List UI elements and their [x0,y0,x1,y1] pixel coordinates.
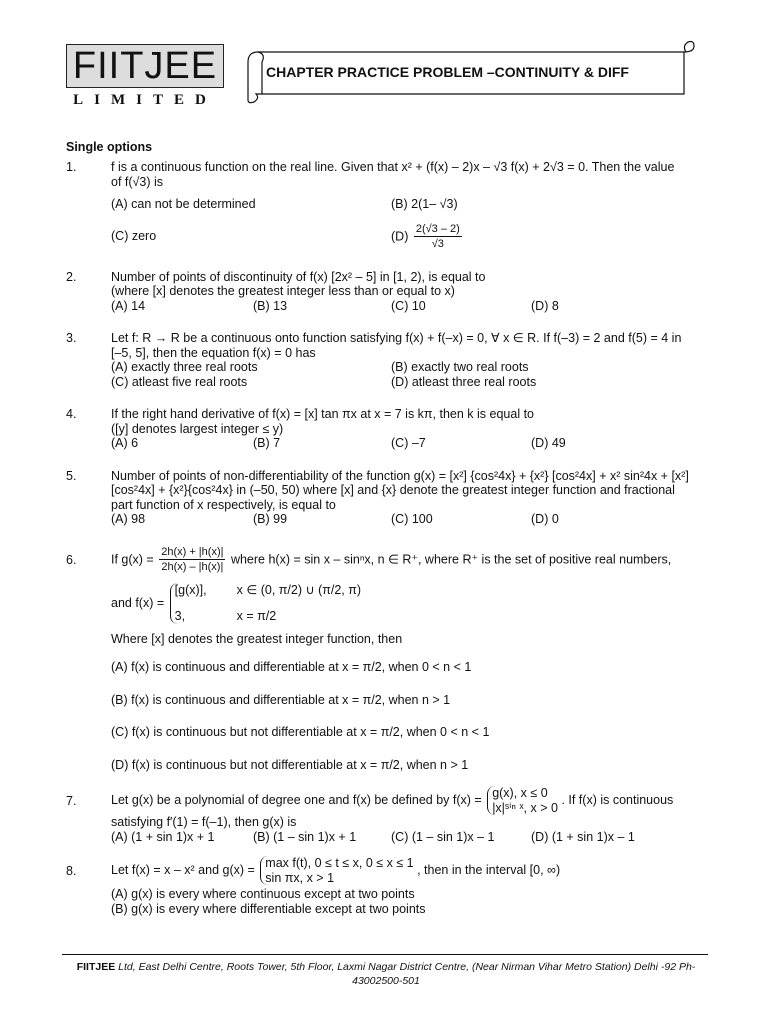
piecewise-case-1: max f(t), 0 ≤ t ≤ x, 0 ≤ x ≤ 1 [265,856,414,870]
options [111,512,706,527]
f-label: and f(x) = [111,595,165,610]
fraction-denominator: √3 [431,238,444,250]
option-a[interactable]: (A) 14 [111,298,146,313]
option-d[interactable]: (D) 8 [531,298,559,313]
option-c[interactable]: (C) f(x) is continuous but not differentiable at x = π/2, when 0 < n < 1 [111,725,490,739]
question-text: satisfying f′(1) = f(–1), then g(x) is [111,815,297,829]
question-5 [66,469,706,527]
question-number: 1. [66,160,77,174]
option-a[interactable]: (A) (1 + sin 1)x + 1 [111,829,215,844]
logo-wordmark: FIITJEE [66,44,224,88]
option-c[interactable]: (C) –7 [391,436,426,450]
option-c[interactable]: (C) 10 [391,298,426,313]
footer-divider [62,954,708,955]
f-definition [111,786,706,815]
option-a[interactable]: (A) exactly three real roots [111,360,258,374]
piecewise-case-2: sin πx, x > 1 [265,870,335,885]
question-2 [66,270,706,314]
option-b[interactable]: (B) 13 [253,298,288,313]
question-text: f is a continuous function on the real line. Given that x² + (f(x) – 2)x – √3 f(x) + 2√3 = 0. Then the value [111,160,675,174]
piecewise-case-2: |x|ˢⁱⁿ ˣ, x > 0 [492,800,558,815]
options [111,299,706,314]
option-d[interactable]: (D) 0 [531,512,559,526]
options [111,360,706,389]
section-heading: Single options [66,140,153,154]
question-number: 7. [66,794,77,808]
piecewise-brace [170,583,361,624]
piecewise-case-2 [175,609,361,624]
piecewise-brace [260,856,413,885]
footer [66,960,706,988]
title-banner [238,38,704,104]
option-c[interactable]: (C) atleast five real roots [111,374,248,389]
g-definition [111,545,706,575]
question-number: 8. [66,864,77,878]
option-d-label: (D) [391,228,409,243]
question-text: where h(x) = sin x – sinⁿx, n ∈ R⁺, where R⁺ is the set of positive real numbers, [230,551,672,566]
option-c[interactable]: (C) (1 – sin 1)x – 1 [391,829,495,844]
g-fraction [159,545,225,575]
question-number: 3. [66,331,77,345]
question-text: [–5, 5], then the equation f(x) = 0 has [111,345,316,360]
option-d-fraction [414,222,462,252]
option-b[interactable]: (B) exactly two real roots [391,360,529,374]
option-a[interactable]: (A) g(x) is every where continuous except at two points [111,887,415,901]
option-d[interactable]: (D) atleast three real roots [391,374,537,389]
piecewise-case-1: g(x), x ≤ 0 [492,786,548,800]
option-c[interactable]: (C) 100 [391,512,433,526]
option-d[interactable] [391,222,711,252]
question-text: , then in the interval [0, ∞) [417,862,561,877]
option-d[interactable]: (D) f(x) is continuous but not differentiable at x = π/2, when n > 1 [111,757,469,772]
question-text: Number of points of discontinuity of f(x) [2x² – 5] in [1, 2), is equal to [111,269,486,284]
question-number: 2. [66,269,77,284]
option-b[interactable]: (B) 7 [253,436,281,450]
option-b[interactable]: (B) 99 [253,512,288,526]
option-d[interactable]: (D) (1 + sin 1)x – 1 [531,829,635,844]
fraction-numerator: 2(√3 – 2) [414,222,462,238]
question-text: part function of x respectively, is equal to [111,497,336,512]
question-text: Number of points of non-differentiability of the function g(x) = [x²] {cos²4x} + {x²} [cos²4x] + x² sin²4x + [x²] [111,468,689,483]
case-condition: x ∈ (0, π/2) ∪ (π/2, π) [236,582,362,597]
options [111,197,706,212]
page-title: CHAPTER PRACTICE PROBLEM –CONTINUITY & DIFF [266,64,629,80]
option-a[interactable]: (A) f(x) is continuous and differentiable at x = π/2, when 0 < n < 1 [111,660,472,674]
question-3 [66,331,706,389]
question-text: . If f(x) is continuous [561,792,674,807]
question-text: Let g(x) be a polynomial of degree one and f(x) be defined by f(x) = [111,792,482,807]
footer-brand: FIITJEE [76,961,116,973]
option-a[interactable]: (A) can not be determined [111,197,256,211]
question-text: of f(√3) is [111,174,164,189]
question-number: 6. [66,552,77,567]
option-d[interactable]: (D) 49 [531,436,566,450]
options [111,222,706,252]
question-7 [66,786,706,844]
logo-subtitle: LIMITED [73,92,217,108]
fraction-numerator: 2h(x) + |h(x)| [159,545,225,561]
option-b[interactable]: (B) f(x) is continuous and differentiable at x = π/2, when n > 1 [111,692,451,707]
question-6 [66,545,706,773]
question-4 [66,407,706,451]
problem-list [66,140,706,934]
question-1 [66,160,706,252]
question-8 [66,856,706,916]
question-text: (where [x] denotes the greatest integer less than or equal to x) [111,284,455,298]
question-text: Let f: R → R be a continuous onto function satisfying f(x) + f(–x) = 0, ∀ x ∈ R. If f(–3) = 2 and f(5) = 4 in [111,331,682,345]
option-b[interactable]: (B) (1 – sin 1)x + 1 [253,829,357,844]
fraction-denominator: 2h(x) – |h(x)| [161,561,224,573]
options [111,436,706,451]
case-condition: x = π/2 [236,609,277,623]
question-number: 4. [66,407,77,421]
option-b[interactable]: (B) g(x) is every where differentiable except at two points [111,901,426,916]
case-value: 3, [174,609,186,623]
question-text: ([y] denotes largest integer ≤ y) [111,421,284,436]
g-definition [111,856,706,885]
question-number: 5. [66,468,77,483]
question-text: If the right hand derivative of f(x) = [x] tan πx at x = 7 is kπ, then k is equal to [111,407,535,421]
question-text: Let f(x) = x – x² and g(x) = [111,862,255,877]
g-label: If g(x) = [111,551,154,566]
option-a[interactable]: (A) 6 [111,436,139,450]
question-text: [cos²4x] + {x²}{cos²4x} in (–50, 50) where [x] and {x} denote the greatest integer function and fractional [111,483,675,497]
f-definition [111,583,706,624]
piecewise-case-1 [175,583,361,598]
fiitjee-logo [66,44,224,109]
case-value: [g(x)], [174,582,207,597]
piecewise-brace [487,786,558,815]
option-a[interactable]: (A) 98 [111,512,146,526]
footer-address: Ltd, East Delhi Centre, Roots Tower, 5th Floor, Laxmi Nagar District Centre, (Near Nirman Vihar Metro Station) Delhi -92 Ph- 43002500-501 [118,961,696,987]
question-text: Where [x] denotes the greatest integer function, then [111,631,403,646]
option-b[interactable]: (B) 2(1– √3) [391,197,458,211]
option-c[interactable]: (C) zero [111,229,157,244]
options [111,830,706,845]
